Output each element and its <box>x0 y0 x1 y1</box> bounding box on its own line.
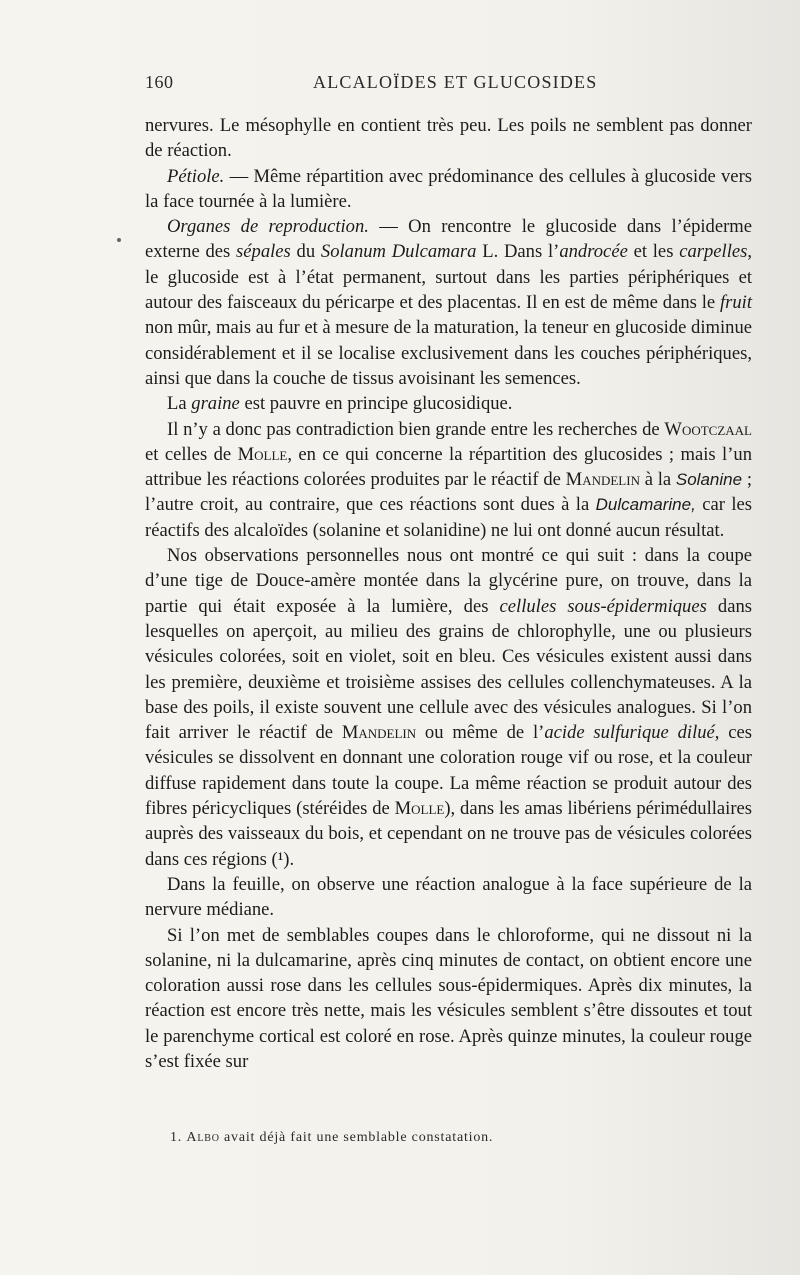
paragraph-graine <box>145 391 752 416</box>
paragraph-contradiction <box>145 417 752 543</box>
p6-b: dans lesquelles on aperçoit, au milieu des grains de chlorophylle, une ou plusieurs vésicules colorées, soit en violet, soit en bleu. Ces vésicules existent aussi dans les première, deuxième et troisième assises des cellules collenchymateuses. A la base des poils, il existe souvent une cellule avec des vésicules analogues. Si l’on fait arriver le réactif de <box>145 595 753 744</box>
p5-b: et celles de <box>145 443 238 465</box>
name-molle-2: Molle <box>394 798 445 820</box>
p3-d: et les <box>627 241 680 263</box>
term-androcee: androcée <box>559 241 628 263</box>
p5-d: à la <box>639 469 676 491</box>
paragraph-petiole <box>145 164 752 215</box>
term-cellules: cellules sous-épidermiques <box>499 595 707 617</box>
p3-e: , le glucoside est à l’état permanent, surtout dans les parties périphériques et autour des faisceaux du péricarpe et des placentas. Il en est de même dans le <box>145 241 753 314</box>
term-carpelles: carpelles <box>679 241 748 263</box>
p1-text: nervures. Le mésophylle en contient très peu. Les poils ne semblent pas donner de réaction. <box>145 115 752 162</box>
organes-label: Organes de reproduction. <box>167 216 369 238</box>
p3-b: du <box>290 241 321 263</box>
p4-a: La <box>167 393 192 415</box>
paragraph-observations <box>145 543 752 872</box>
name-mandelin: Mandelin <box>565 469 640 491</box>
p4-b: est pauvre en principe glucosidique. <box>239 393 513 415</box>
footnote-author: Albo <box>186 1130 220 1145</box>
term-fruit: fruit <box>719 292 752 314</box>
p7-text: Dans la feuille, on observe une réaction analogue à la face supérieure de la nervure médiane. <box>145 873 752 921</box>
term-graine: graine <box>191 393 240 415</box>
paragraph-organes <box>145 214 752 391</box>
paragraph-1 <box>145 113 752 164</box>
p3-c: L. Dans l’ <box>476 241 560 263</box>
term-sepales: sépales <box>236 241 291 263</box>
footnote-text: avait déjà fait une semblable constatation. <box>219 1130 494 1145</box>
p6-d: , ces vésicules se dissolvent en donnant une coloration rouge vif ou rose, et la couleur diffuse rapidement dans toute la coupe. La même réaction se produit autour des fibres péricycliques (stéréides de <box>145 722 752 820</box>
term-solanum: Solanum Dulcamara <box>320 241 477 263</box>
name-molle: Molle <box>237 443 288 465</box>
term-solanine: Solanine <box>675 470 743 490</box>
p3-f: non mûr, mais au fur et à mesure de la maturation, la teneur en glucoside diminue considérablement et il se localise exclusivement dans les couches périphériques, ainsi que dans la couche de tissus avoisinant les semences. <box>145 317 752 389</box>
p3-a: — On rencontre le glucoside dans l’épiderme externe des <box>145 216 752 263</box>
p8-text: Si l’on met de semblables coupes dans le chloroforme, qui ne dissout ni la solanine, ni la dulcamarine, après cinq minutes de contact, on obtient encore une coloration aussi rose dans les cellules sous-épidermiques. Après dix minutes, la réaction est encore très nette, mais les vésicules semblent s’être dissoutes et tout le parenchyme cortical est coloré en rose. Après quinze minutes, la couleur rouge s’est fixée sur <box>145 924 752 1072</box>
petiole-label: Pétiole. <box>167 165 225 187</box>
p5-a: Il n’y a donc pas contradiction bien grande entre les recherches de <box>167 418 665 440</box>
footnote-number: 1. <box>170 1130 183 1145</box>
name-mandelin-2: Mandelin <box>341 722 417 744</box>
running-head: ALCALOÏDES ET GLUCOSIDES <box>313 72 598 92</box>
p6-a: Nos observations personnelles nous ont montré ce qui suit : dans la coupe d’une tige de Douce-amère montée dans la glycérine pure, on trouve, dans la partie qui était exposée à la lumière, des <box>145 545 752 617</box>
p5-e: ; l’autre croit, au contraire, que ces réactions sont dues à la <box>145 469 752 516</box>
p5-f: car les réactifs des alcaloïdes (solanine et solanidine) ne lui ont donné aucun résultat. <box>145 494 752 541</box>
paragraph-feuille <box>145 872 752 923</box>
ink-speck <box>117 238 121 242</box>
p5-c: , en ce qui concerne la répartition des glucosides ; mais l’un attribue les réactions colorées produites par le réactif de <box>145 443 752 491</box>
term-dulcamarine: Dulcamarine, <box>595 495 696 515</box>
paragraph-chloroforme <box>145 923 752 1075</box>
p6-c: ou même de l’ <box>416 722 545 744</box>
page-number: 160 <box>145 72 174 92</box>
footnote <box>170 1130 750 1146</box>
p6-e: ), dans les amas libériens périmédullaires auprès des vaisseaux du bois, et cependant on ne trouve pas de vésicules colorées dans ces régions (¹). <box>145 798 752 870</box>
term-acide: acide sulfurique dilué <box>544 722 715 744</box>
petiole-text: — Même répartition avec prédominance des cellules à glucoside vers la face tournée à la lumière. <box>145 165 752 212</box>
body-text <box>145 113 752 1074</box>
name-wootczaal: Wootczaal <box>664 418 752 440</box>
